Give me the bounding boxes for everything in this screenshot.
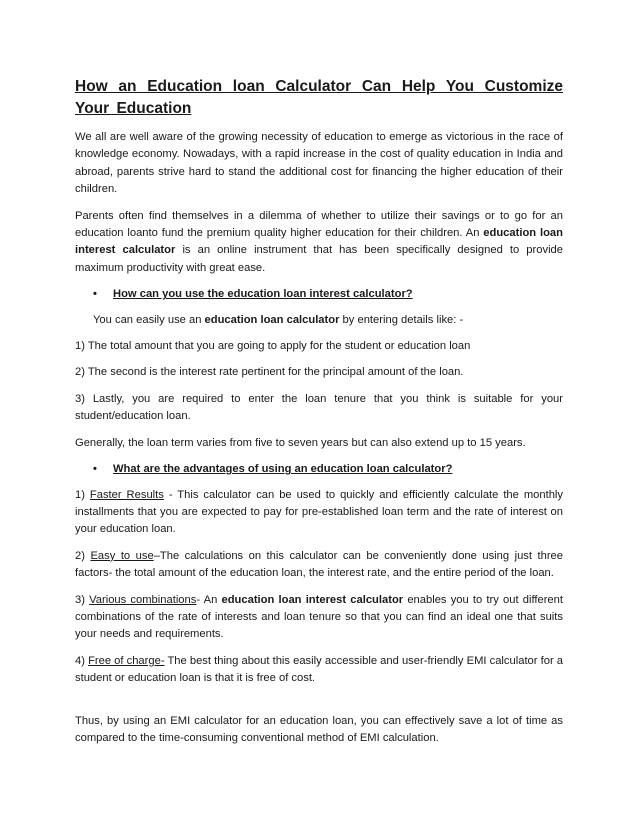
advantage-label: Faster Results: [89, 488, 164, 501]
usage-bold-term: education loan calculator: [204, 313, 340, 326]
dilemma-bold-term: education loan interest calculator: [75, 227, 563, 257]
step-2: 2) The second is the interest rate pertinent for the principal amount of the loan.: [75, 366, 464, 379]
page-title: How an Education loan Calculator Can Help You Customize Your Education: [75, 78, 563, 117]
advantage-text: enables you to try out different combinations of the rate of interests and loan tenure so that you can find an ideal one that suits your needs and requirements.: [75, 593, 563, 641]
advantage-4: [75, 653, 563, 688]
conclusion-paragraph: Thus, by using an EMI calculator for an education loan, you can effectively save a lot of time as compared to the time-consuming conventional method of EMI calculation.: [75, 714, 563, 744]
advantage-number: 1): [75, 488, 90, 501]
bullet-icon: •: [93, 463, 97, 476]
advantage-bold-term: education loan interest calculator: [221, 593, 404, 606]
advantage-label: Easy to use: [90, 549, 154, 562]
advantage-text: - This calculator can be used to quickly and efficiently calculate the monthly installments that you are expected to pay for pre-established loan term and the rate of interest on your education loan.: [75, 488, 563, 536]
dilemma-text-post: is an online instrument that has been specifically designed to provide maximum productivity with great ease.: [75, 244, 563, 274]
dilemma-text-pre: Parents often find themselves in a dilemma of whether to utilize their savings or to go for an education loanto fund the premium quality higher education for their children. An: [75, 209, 563, 240]
step-3: 3) Lastly, you are required to enter the loan tenure that you think is suitable for your student/education loan.: [75, 392, 563, 423]
intro-paragraph: We all are well aware of the growing necessity of education to emerge as victorious in the race of knowledge economy. Nowadays, with a rapid increase in the cost of quality education in India and abroad, parents strive hard to stand the additional cost for financing the higher education of their children.: [75, 131, 563, 196]
advantage-label: Free of charge-: [88, 654, 165, 667]
usage-text-pre: You can easily use an: [93, 313, 205, 326]
advantage-number: 3): [75, 593, 90, 606]
advantage-separator: - An: [196, 593, 222, 606]
usage-paragraph: [75, 312, 563, 329]
advantage-text: The best thing about this easily accessible and user-friendly EMI calculator for a student or education loan is that it is free of cost.: [75, 654, 563, 685]
usage-text-post: by entering details like: -: [339, 313, 464, 326]
advantage-1: [75, 487, 563, 539]
loan-term-paragraph: Generally, the loan term varies from five to seven years but can also extend up to 15 years.: [75, 436, 526, 449]
bullet-how-to-use: [75, 286, 563, 303]
bullet-icon: •: [93, 288, 97, 301]
advantage-2: [75, 548, 563, 583]
advantage-number: 4): [75, 654, 89, 667]
advantage-number: 2): [75, 549, 91, 562]
step-1: 1) The total amount that you are going to apply for the student or education loan: [75, 340, 471, 353]
advantage-label: Various combinations: [89, 593, 197, 606]
document-page: [75, 76, 563, 756]
dilemma-paragraph: [75, 208, 563, 278]
bullet-advantages: [75, 461, 563, 478]
bullet-advantages-text: What are the advantages of using an education loan calculator?: [113, 463, 453, 476]
advantage-3: [75, 592, 563, 644]
bullet-how-to-use-text: How can you use the education loan interest calculator?: [113, 288, 413, 301]
advantage-text: –The calculations on this calculator can be conveniently done using just three factors- the total amount of the education loan, the interest rate, and the entire period of the loan.: [75, 549, 563, 580]
